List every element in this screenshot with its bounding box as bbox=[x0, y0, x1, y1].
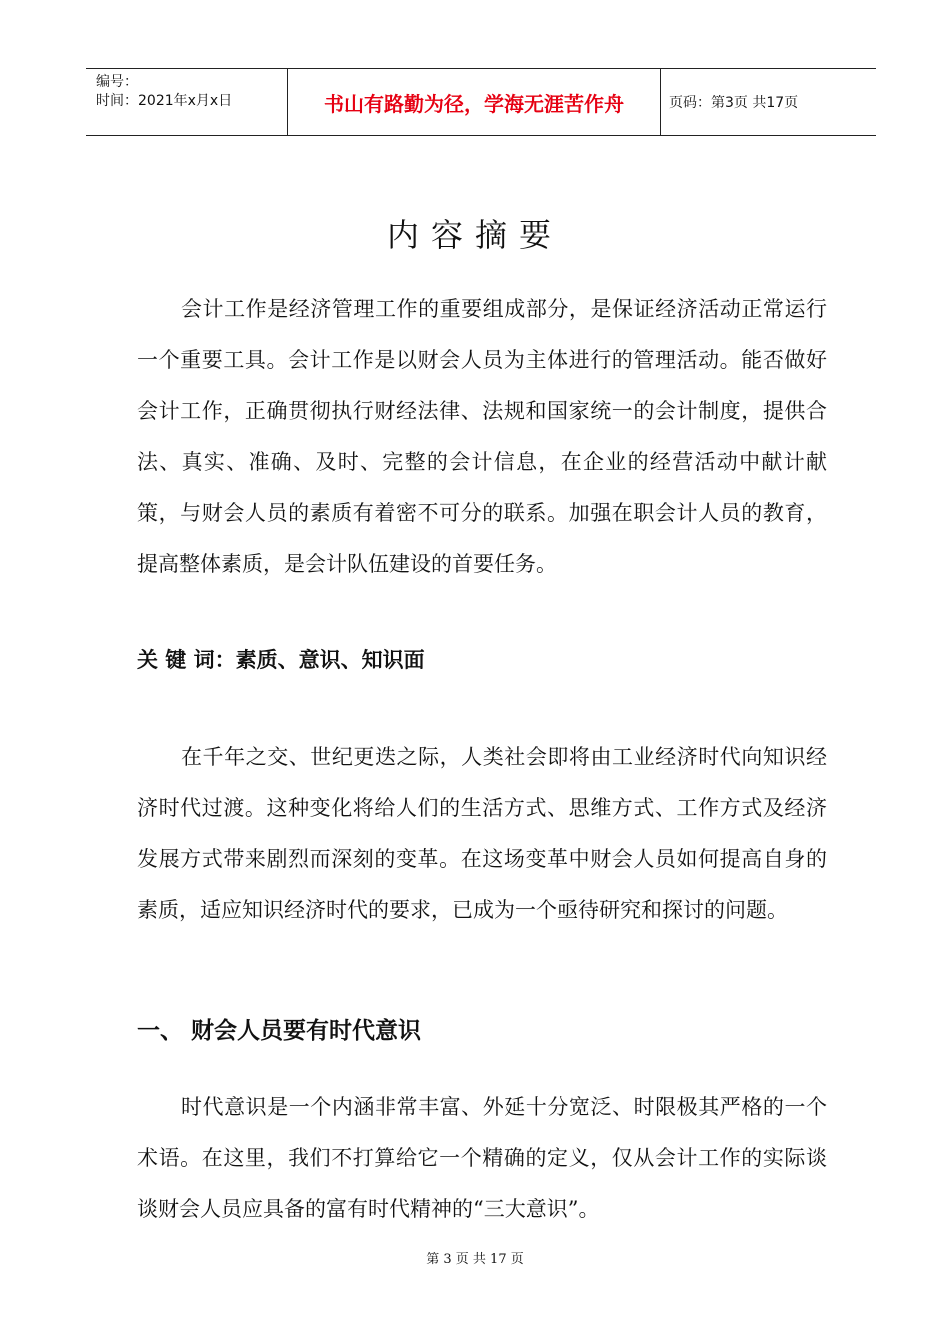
time-label: 时间：2021年x月x日 bbox=[96, 93, 233, 109]
header-page-info: 页码：第3页 共17页 bbox=[669, 95, 799, 111]
number-label: 编号： bbox=[96, 74, 138, 90]
document-title: 内容摘要 bbox=[386, 216, 563, 254]
section-paragraph: 时代意识是一个内涵非常丰富、外延十分宽泛、时限极其严格的一个术语。在这里，我们不打算给它一个精确的定义，仅从会计工作的实际谈谈财会人员应具备的富有时代精神的“三大意识”。 bbox=[137, 1095, 827, 1221]
page-footer: 第 3 页 共 17 页 bbox=[426, 1252, 524, 1267]
document-header bbox=[86, 68, 876, 136]
section-heading: 一、 财会人员要有时代意识 bbox=[137, 1018, 422, 1044]
abstract-paragraph: 会计工作是经济管理工作的重要组成部分，是保证经济活动正常运行一个重要工具。会计工作是以财会人员为主体进行的管理活动。能否做好会计工作，正确贯彻执行财经法律、法规和国家统一的会计制度，提供合法、真实、准确、及时、完整的会计信息，在企业的经营活动中献计献策，与财会人员的素质有着密不可分的联系。加强在职会计人员的教育，提高整体素质，是会计队伍建设的首要任务。 bbox=[137, 297, 827, 576]
header-meta bbox=[86, 69, 287, 135]
keywords-line: 关 键 词：素质、意识、知识面 bbox=[137, 648, 425, 672]
intro-paragraph: 在千年之交、世纪更迭之际，人类社会即将由工业经济时代向知识经济时代过渡。这种变化将给人们的生活方式、思维方式、工作方式及经济发展方式带来剧烈而深刻的变革。在这场变革中财会人员如何提高自身的素质，适应知识经济时代的要求，已成为一个亟待研究和探讨的问题。 bbox=[137, 745, 827, 922]
header-motto: 书山有路勤为径，学海无涯苦作舟 bbox=[287, 69, 661, 135]
